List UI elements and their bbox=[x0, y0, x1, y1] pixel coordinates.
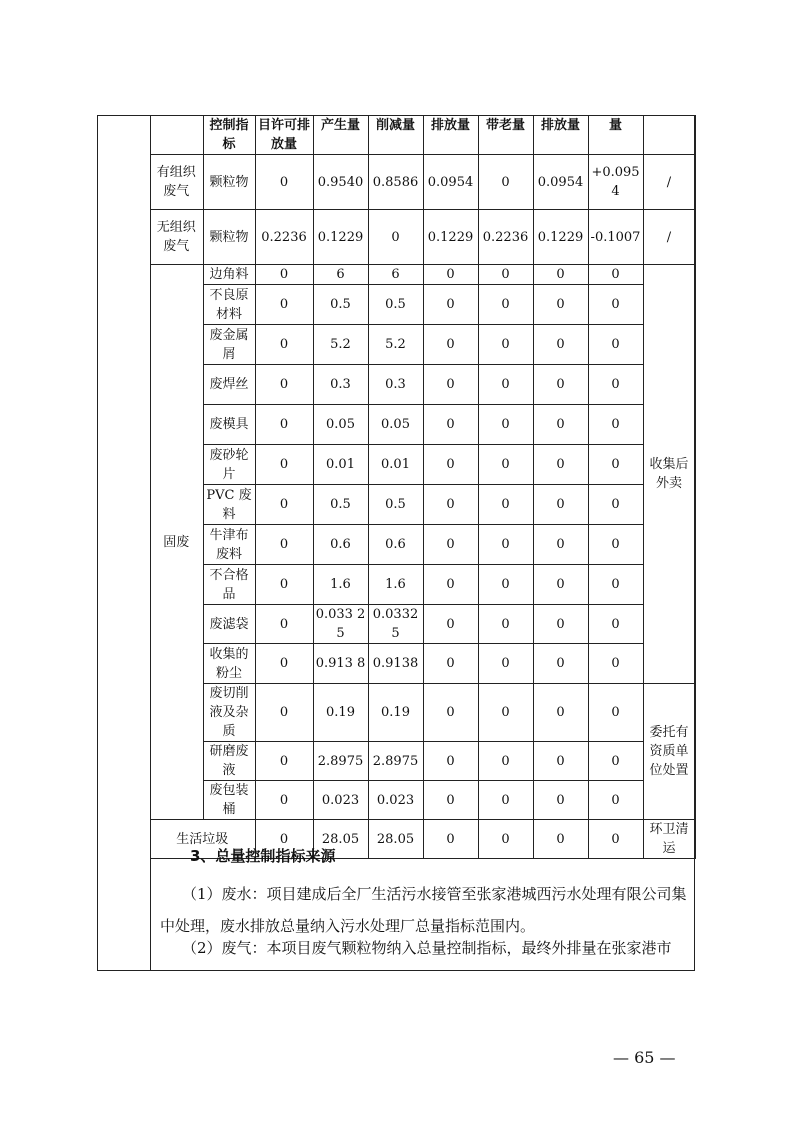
value-cell: 0.9138 bbox=[368, 644, 423, 684]
value-cell: 0.913 8 bbox=[313, 644, 368, 684]
item-cell: 废包装桶 bbox=[203, 781, 255, 820]
value-cell: 0 bbox=[588, 285, 643, 325]
value-cell: 0 bbox=[588, 684, 643, 742]
value-cell: 0.01 bbox=[313, 445, 368, 485]
table-row bbox=[150, 565, 695, 605]
value-cell: 0 bbox=[478, 405, 533, 445]
value-cell: 0 bbox=[533, 445, 588, 485]
value-cell: 0 bbox=[588, 644, 643, 684]
value-cell: 0.2236 bbox=[255, 210, 313, 265]
value-cell: 0 bbox=[533, 742, 588, 781]
value-cell: 0 bbox=[533, 485, 588, 525]
value-cell: 0 bbox=[255, 405, 313, 445]
value-cell: 0 bbox=[423, 285, 478, 325]
value-cell: 0 bbox=[478, 265, 533, 285]
value-cell: 0 bbox=[588, 820, 643, 859]
value-cell: 0 bbox=[588, 742, 643, 781]
item-cell: 收集的粉尘 bbox=[203, 644, 255, 684]
header-cell bbox=[643, 116, 695, 155]
note-cell: 收集后外卖 bbox=[643, 265, 695, 684]
value-cell: 0.1229 bbox=[533, 210, 588, 265]
item-cell: 边角料 bbox=[203, 265, 255, 285]
value-cell: 0 bbox=[478, 485, 533, 525]
value-cell: 0 bbox=[478, 325, 533, 365]
value-cell: 0 bbox=[533, 565, 588, 605]
value-cell: 0 bbox=[478, 155, 533, 210]
value-cell: 0 bbox=[423, 265, 478, 285]
value-cell: 0 bbox=[588, 525, 643, 565]
value-cell: 0 bbox=[255, 155, 313, 210]
value-cell: 0 bbox=[478, 445, 533, 485]
table-row bbox=[150, 684, 695, 742]
value-cell: 0.3 bbox=[313, 365, 368, 405]
value-cell: 2.8975 bbox=[368, 742, 423, 781]
value-cell: 0 bbox=[588, 325, 643, 365]
value-cell: 0 bbox=[588, 445, 643, 485]
value-cell: 0 bbox=[478, 525, 533, 565]
value-cell: 0 bbox=[478, 285, 533, 325]
value-cell: 0.01 bbox=[368, 445, 423, 485]
value-cell: 0 bbox=[423, 485, 478, 525]
value-cell: 0 bbox=[423, 644, 478, 684]
value-cell: +0.0954 bbox=[588, 155, 643, 210]
table-row bbox=[150, 405, 695, 445]
category-cell: 有组织废气 bbox=[150, 155, 203, 210]
value-cell: 0.2236 bbox=[478, 210, 533, 265]
value-cell: 0.023 bbox=[313, 781, 368, 820]
section-heading: 3、总量控制指标来源 bbox=[190, 847, 336, 865]
note-cell: / bbox=[643, 210, 695, 265]
value-cell: 5.2 bbox=[368, 325, 423, 365]
category-cell: 固废 bbox=[150, 265, 203, 820]
value-cell: 0 bbox=[478, 820, 533, 859]
value-cell: 1.6 bbox=[313, 565, 368, 605]
value-cell: 5.2 bbox=[313, 325, 368, 365]
value-cell: 0 bbox=[255, 525, 313, 565]
value-cell: 0 bbox=[588, 485, 643, 525]
value-cell: 0 bbox=[255, 781, 313, 820]
value-cell: -0.1007 bbox=[588, 210, 643, 265]
table-row bbox=[150, 644, 695, 684]
item-cell: 牛津布废料 bbox=[203, 525, 255, 565]
value-cell: 2.8975 bbox=[313, 742, 368, 781]
value-cell: 0.05 bbox=[368, 405, 423, 445]
value-cell: 0 bbox=[423, 820, 478, 859]
paragraph-exhaust: （2）废气：本项目废气颗粒物纳入总量控制指标，最终外排量在张家港市 bbox=[182, 939, 672, 957]
value-cell: 0 bbox=[533, 325, 588, 365]
value-cell: 0 bbox=[255, 285, 313, 325]
header-cell: 排放量 bbox=[423, 116, 478, 155]
value-cell: 0 bbox=[478, 565, 533, 605]
header-cell: 削减量 bbox=[368, 116, 423, 155]
value-cell: 0 bbox=[423, 325, 478, 365]
value-cell: 28.05 bbox=[313, 820, 368, 859]
value-cell: 0 bbox=[255, 325, 313, 365]
value-cell: 0 bbox=[588, 605, 643, 644]
item-cell: 生活垃圾 bbox=[150, 820, 255, 859]
value-cell: 0.6 bbox=[313, 525, 368, 565]
value-cell: 0 bbox=[533, 285, 588, 325]
value-cell: 0.0954 bbox=[423, 155, 478, 210]
value-cell: 0 bbox=[423, 365, 478, 405]
table-row bbox=[150, 210, 695, 265]
header-row bbox=[150, 116, 695, 155]
table-row bbox=[150, 155, 695, 210]
header-cell: 排放量 bbox=[533, 116, 588, 155]
value-cell: 0 bbox=[533, 781, 588, 820]
value-cell: 0.1229 bbox=[313, 210, 368, 265]
value-cell: 0 bbox=[255, 365, 313, 405]
item-cell: 颗粒物 bbox=[203, 210, 255, 265]
value-cell: 0 bbox=[255, 445, 313, 485]
value-cell: 0 bbox=[423, 605, 478, 644]
value-cell: 0 bbox=[255, 820, 313, 859]
value-cell: 0 bbox=[588, 365, 643, 405]
value-cell: 0 bbox=[533, 644, 588, 684]
note-cell: / bbox=[643, 155, 695, 210]
item-cell: 不合格品 bbox=[203, 565, 255, 605]
item-cell: 废模具 bbox=[203, 405, 255, 445]
value-cell: 0 bbox=[478, 644, 533, 684]
value-cell: 6 bbox=[313, 265, 368, 285]
value-cell: 0 bbox=[588, 405, 643, 445]
header-cell: 产生量 bbox=[313, 116, 368, 155]
table-row bbox=[150, 485, 695, 525]
item-cell: 研磨废液 bbox=[203, 742, 255, 781]
value-cell: 0 bbox=[533, 820, 588, 859]
header-cell: 量 bbox=[588, 116, 643, 155]
value-cell: 0.023 bbox=[368, 781, 423, 820]
table-row bbox=[150, 265, 695, 285]
item-cell: 废切削液及杂质 bbox=[203, 684, 255, 742]
value-cell: 0 bbox=[588, 265, 643, 285]
item-cell: 不良原材料 bbox=[203, 285, 255, 325]
value-cell: 0 bbox=[533, 525, 588, 565]
value-cell: 0 bbox=[368, 210, 423, 265]
value-cell: 0 bbox=[588, 565, 643, 605]
value-cell: 0.5 bbox=[368, 285, 423, 325]
header-cell: 控制指标 bbox=[203, 116, 255, 155]
value-cell: 0.19 bbox=[368, 684, 423, 742]
item-cell: 废焊丝 bbox=[203, 365, 255, 405]
value-cell: 0.6 bbox=[368, 525, 423, 565]
value-cell: 0 bbox=[533, 265, 588, 285]
value-cell: 0 bbox=[255, 485, 313, 525]
value-cell: 0 bbox=[423, 742, 478, 781]
value-cell: 0 bbox=[478, 684, 533, 742]
value-cell: 0 bbox=[423, 565, 478, 605]
value-cell: 0.05 bbox=[313, 405, 368, 445]
value-cell: 0 bbox=[533, 684, 588, 742]
value-cell: 0 bbox=[478, 365, 533, 405]
value-cell: 28.05 bbox=[368, 820, 423, 859]
value-cell: 0 bbox=[255, 684, 313, 742]
value-cell: 0.19 bbox=[313, 684, 368, 742]
table-row bbox=[150, 285, 695, 325]
value-cell: 0.5 bbox=[368, 485, 423, 525]
value-cell: 0 bbox=[255, 644, 313, 684]
emission-table bbox=[150, 115, 696, 859]
item-cell: 废滤袋 bbox=[203, 605, 255, 644]
page-number: — 65 — bbox=[613, 1048, 676, 1067]
table-row bbox=[150, 781, 695, 820]
item-cell: 废砂轮片 bbox=[203, 445, 255, 485]
value-cell: 0 bbox=[588, 781, 643, 820]
value-cell: 0 bbox=[423, 684, 478, 742]
value-cell: 0 bbox=[423, 525, 478, 565]
value-cell: 0.9540 bbox=[313, 155, 368, 210]
value-cell: 0 bbox=[423, 781, 478, 820]
table-row bbox=[150, 445, 695, 485]
note-cell: 环卫清运 bbox=[643, 820, 695, 859]
value-cell: 0.1229 bbox=[423, 210, 478, 265]
table-row bbox=[150, 605, 695, 644]
item-cell: 颗粒物 bbox=[203, 155, 255, 210]
value-cell: 0 bbox=[478, 742, 533, 781]
value-cell: 0.3 bbox=[368, 365, 423, 405]
value-cell: 0 bbox=[255, 565, 313, 605]
header-cell: 目许可排放量 bbox=[255, 116, 313, 155]
value-cell: 0 bbox=[255, 742, 313, 781]
value-cell: 0 bbox=[533, 365, 588, 405]
value-cell: 6 bbox=[368, 265, 423, 285]
value-cell: 0 bbox=[423, 405, 478, 445]
paragraph-wastewater: （1）废水：项目建成后全厂生活污水接管至张家港城西污水处理有限公司集中处理，废水排放总量纳入污水处理厂总量指标范围内。 bbox=[160, 885, 687, 935]
header-cell: 带老量 bbox=[478, 116, 533, 155]
value-cell: 0.5 bbox=[313, 285, 368, 325]
value-cell: 0 bbox=[478, 605, 533, 644]
value-cell: 0.0332 5 bbox=[368, 605, 423, 644]
note-cell: 委托有资质单位处置 bbox=[643, 684, 695, 820]
item-cell: PVC 废料 bbox=[203, 485, 255, 525]
value-cell: 0.5 bbox=[313, 485, 368, 525]
value-cell: 0 bbox=[423, 445, 478, 485]
value-cell: 0.033 25 bbox=[313, 605, 368, 644]
value-cell: 0 bbox=[533, 405, 588, 445]
value-cell: 1.6 bbox=[368, 565, 423, 605]
value-cell: 0 bbox=[255, 605, 313, 644]
table-row bbox=[150, 365, 695, 405]
header-cell bbox=[150, 116, 203, 155]
item-cell: 废金属屑 bbox=[203, 325, 255, 365]
value-cell: 0.0954 bbox=[533, 155, 588, 210]
value-cell: 0 bbox=[255, 265, 313, 285]
category-cell: 无组织废气 bbox=[150, 210, 203, 265]
table-row bbox=[150, 525, 695, 565]
table-row bbox=[150, 742, 695, 781]
value-cell: 0 bbox=[478, 781, 533, 820]
value-cell: 0 bbox=[533, 605, 588, 644]
table-row bbox=[150, 325, 695, 365]
value-cell: 0.8586 bbox=[368, 155, 423, 210]
